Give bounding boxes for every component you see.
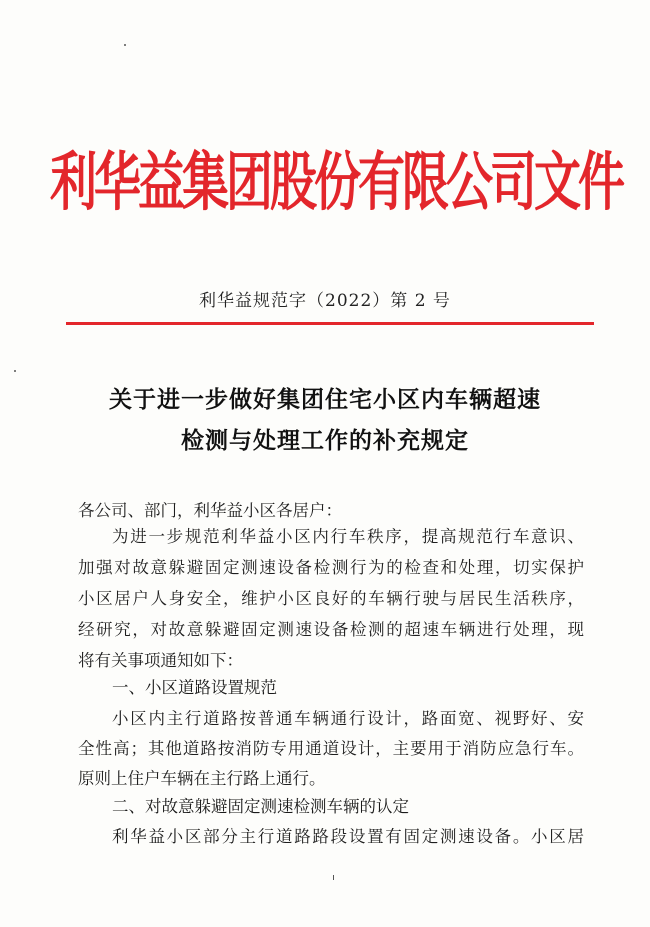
section-2-line: 利华益小区部分主行道路路段设置有固定测速设备。小区居 [112, 827, 584, 846]
document-title-line-2: 检测与处理工作的补充规定 [181, 427, 469, 454]
section-1-line: 小区内主行道路按普通车辆通行设计，路面宽、视野好、安 [112, 709, 584, 728]
document-number: 利华益规范字（2022）第 2 号 [199, 291, 451, 311]
salutation: 各公司、部门，利华益小区各居户： [78, 501, 342, 520]
section-1-line: 全性高；其他道路按消防专用通道设计，主要用于消防应急行车。 [78, 739, 584, 758]
section-1-line: 原则上住户车辆在主行路上通行。 [78, 769, 326, 788]
intro-line: 为进一步规范利华益小区内行车秩序，提高规范行车意识、 [112, 527, 584, 546]
intro-line: 经研究，对故意躲避固定测速设备检测的超速车辆进行处理，现 [78, 620, 584, 639]
intro-line: 小区居户人身安全，维护小区良好的车辆行驶与居民生活秩序， [78, 589, 584, 608]
section-2-heading: 二、对故意躲避固定测速检测车辆的认定 [112, 797, 409, 816]
scan-speck [333, 875, 334, 880]
document-title-line-1: 关于进一步做好集团住宅小区内车辆超速 [109, 386, 541, 413]
document-header-title: 利华益集团股份有限公司文件 [50, 145, 622, 221]
scan-speck [124, 44, 126, 46]
intro-line: 将有关事项通知如下： [78, 651, 243, 670]
section-1-heading: 一、小区道路设置规范 [112, 678, 277, 697]
intro-line: 加强对故意躲避固定测速设备检测行为的检查和处理，切实保护 [78, 558, 584, 577]
scan-speck [14, 370, 16, 372]
red-divider-line [66, 322, 594, 325]
